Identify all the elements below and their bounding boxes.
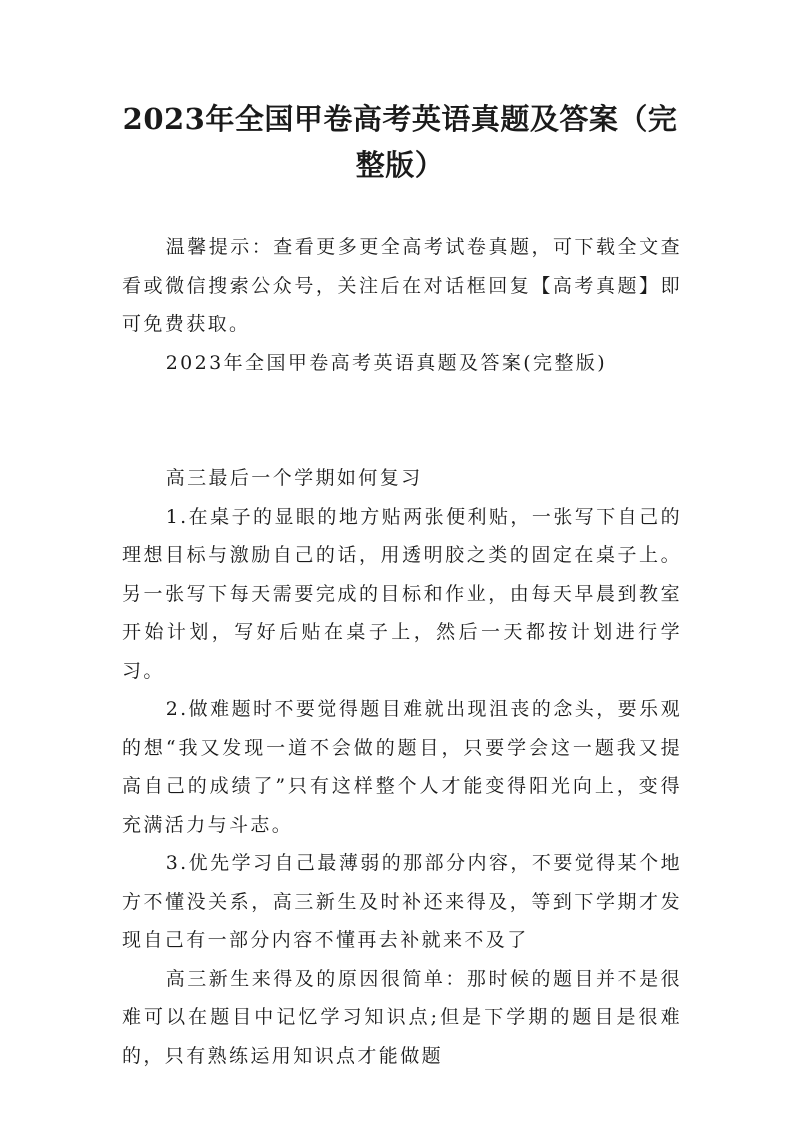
section-heading: 高三最后一个学期如何复习 <box>165 467 423 489</box>
document-title: 2023年全国甲卷高考英语真题及答案（完整版） <box>122 102 678 182</box>
body-paragraph-1: 1.在桌子的显眼的地方贴两张便利贴，一张写下自己的理想目标与激励自己的话，用透明胶之类的固定在桌子上。另一张写下每天需要完成的目标和作业，由每天早晨到教室开始计划，写好后贴在桌子上，然后一天都按计划进行学习。 <box>122 505 682 682</box>
document-body <box>122 228 682 1075</box>
blank-gap <box>122 382 682 459</box>
tip-paragraph: 温馨提示：查看更多更全高考试卷真题，可下载全文查看或微信搜索公众号，关注后在对话框回复【高考真题】即可免费获取。 <box>122 236 682 335</box>
body-paragraph-4: 高三新生来得及的原因很简单：那时候的题目并不是很难可以在题目中记忆学习知识点;但是下学期的题目是很难的，只有熟练运用知识点才能做题 <box>122 967 682 1067</box>
subtitle-paragraph: 2023年全国甲卷高考英语真题及答案(完整版) <box>165 351 608 374</box>
body-paragraph-3: 3.优先学习自己最薄弱的那部分内容，不要觉得某个地方不懂没关系，高三新生及时补还来得及，等到下学期才发现自己有一部分内容不懂再去补就来不及了 <box>122 852 682 951</box>
body-paragraph-2: 2.做难题时不要觉得题目难就出现沮丧的念头，要乐观的想“我又发现一道不会做的题目，只要学会这一题我又提高自己的成绩了”只有这样整个人才能变得阳光向上，变得充满活力与斗志。 <box>122 698 682 836</box>
